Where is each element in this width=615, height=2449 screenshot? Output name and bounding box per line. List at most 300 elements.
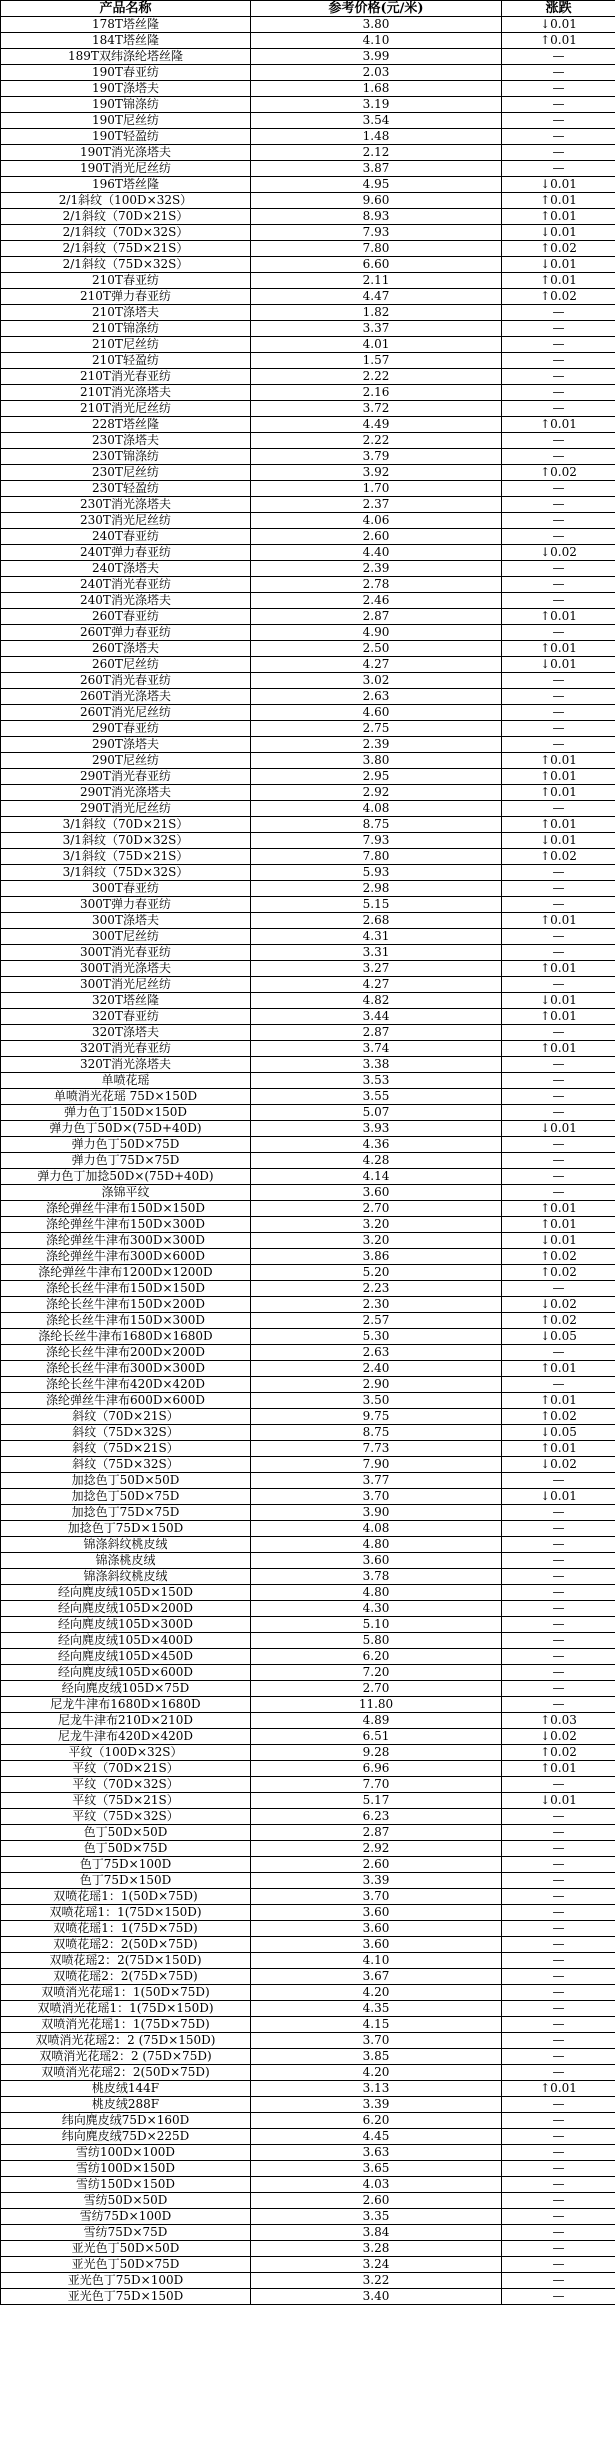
product-name-cell: 300T消光春亚纺 [1, 945, 251, 961]
price-cell: 1.70 [251, 481, 502, 497]
product-name-cell: 2/1斜纹（75D×32S） [1, 257, 251, 273]
table-row [1, 161, 615, 177]
price-cell: 2.87 [251, 1025, 502, 1041]
table-row [1, 257, 615, 273]
price-cell: 4.60 [251, 705, 502, 721]
table-row [1, 1553, 615, 1569]
product-name-cell: 双喷花瑶1：1(50D×75D) [1, 1889, 251, 1905]
product-name-cell: 平纹（100D×32S） [1, 1745, 251, 1761]
change-cell: — [502, 321, 615, 337]
table-row [1, 1761, 615, 1777]
table-row [1, 1121, 615, 1137]
change-cell: — [502, 1889, 615, 1905]
price-cell: 3.60 [251, 1921, 502, 1937]
change-cell: — [502, 1025, 615, 1041]
price-cell: 3.63 [251, 2145, 502, 2161]
change-cell: — [502, 385, 615, 401]
table-row [1, 2241, 615, 2257]
price-cell: 5.80 [251, 1633, 502, 1649]
table-row [1, 2193, 615, 2209]
change-cell: — [502, 1377, 615, 1393]
change-cell: — [502, 1841, 615, 1857]
change-cell: ↑0.01 [502, 1201, 615, 1217]
table-row [1, 1985, 615, 2001]
table-row [1, 1393, 615, 1409]
product-name-cell: 纬向麂皮绒75D×160D [1, 2113, 251, 2129]
price-cell: 3.60 [251, 1185, 502, 1201]
product-name-cell: 经向麂皮绒105D×200D [1, 1601, 251, 1617]
price-cell: 3.74 [251, 1041, 502, 1057]
table-row [1, 529, 615, 545]
price-cell: 4.03 [251, 2177, 502, 2193]
change-cell: — [502, 2273, 615, 2289]
change-cell: — [502, 1953, 615, 1969]
table-row [1, 865, 615, 881]
change-cell: — [502, 1153, 615, 1169]
product-name-cell: 260T尼丝纺 [1, 657, 251, 673]
price-cell: 7.80 [251, 849, 502, 865]
change-cell: — [502, 145, 615, 161]
price-cell: 3.40 [251, 2289, 502, 2305]
product-name-cell: 240T消光春亚纺 [1, 577, 251, 593]
price-cell: 4.10 [251, 1953, 502, 1969]
table-body [1, 17, 615, 2305]
price-cell: 2.78 [251, 577, 502, 593]
product-name-cell: 320T涤塔夫 [1, 1025, 251, 1041]
price-cell: 3.27 [251, 961, 502, 977]
price-cell: 8.75 [251, 1425, 502, 1441]
table-row [1, 2177, 615, 2193]
product-name-cell: 加捻色丁50D×50D [1, 1473, 251, 1489]
product-name-cell: 涤纶弹丝牛津布150D×150D [1, 1201, 251, 1217]
product-name-cell: 亚光色丁75D×100D [1, 2273, 251, 2289]
table-row [1, 1873, 615, 1889]
change-cell: ↓0.01 [502, 833, 615, 849]
price-cell: 4.08 [251, 1521, 502, 1537]
change-cell: ↑0.01 [502, 193, 615, 209]
product-name-cell: 斜纹（70D×21S） [1, 1409, 251, 1425]
product-name-cell: 240T消光涤塔夫 [1, 593, 251, 609]
change-cell: — [502, 1281, 615, 1297]
table-row [1, 1041, 615, 1057]
price-cell: 1.48 [251, 129, 502, 145]
table-row [1, 1457, 615, 1473]
change-cell: — [502, 1617, 615, 1633]
product-name-cell: 单喷消光花瑶 75D×150D [1, 1089, 251, 1105]
change-cell: ↓0.02 [502, 1457, 615, 1473]
product-name-cell: 210T尼丝纺 [1, 337, 251, 353]
table-row [1, 673, 615, 689]
table-row [1, 849, 615, 865]
change-cell: — [502, 1649, 615, 1665]
price-cell: 9.60 [251, 193, 502, 209]
product-name-cell: 涤纶长丝牛津布300D×300D [1, 1361, 251, 1377]
change-cell: — [502, 1601, 615, 1617]
price-cell: 3.77 [251, 1473, 502, 1489]
product-name-cell: 涤纶弹丝牛津布300D×300D [1, 1233, 251, 1249]
table-row [1, 17, 615, 33]
change-cell: — [502, 945, 615, 961]
price-cell: 1.68 [251, 81, 502, 97]
product-name-cell: 平纹（70D×32S） [1, 1777, 251, 1793]
table-row [1, 1729, 615, 1745]
price-cell: 4.40 [251, 545, 502, 561]
change-cell: — [502, 1857, 615, 1873]
price-cell: 7.20 [251, 1665, 502, 1681]
product-name-cell: 亚光色丁50D×50D [1, 2241, 251, 2257]
price-cell: 2.22 [251, 433, 502, 449]
table-row [1, 2289, 615, 2305]
product-name-cell: 经向麂皮绒105D×400D [1, 1633, 251, 1649]
product-name-cell: 双喷消光花瑶1：1(75D×150D) [1, 2001, 251, 2017]
change-cell: — [502, 337, 615, 353]
product-name-cell: 290T春亚纺 [1, 721, 251, 737]
product-name-cell: 230T轻盈纺 [1, 481, 251, 497]
change-cell: — [502, 625, 615, 641]
table-row [1, 1537, 615, 1553]
change-cell: — [502, 2225, 615, 2241]
product-name-cell: 240T弹力春亚纺 [1, 545, 251, 561]
price-cell: 2.90 [251, 1377, 502, 1393]
table-row [1, 1297, 615, 1313]
table-row [1, 1329, 615, 1345]
change-cell: — [502, 1665, 615, 1681]
change-cell: — [502, 65, 615, 81]
price-cell: 5.15 [251, 897, 502, 913]
product-name-cell: 双喷消光花瑶1：1(50D×75D) [1, 1985, 251, 2001]
product-name-cell: 320T消光春亚纺 [1, 1041, 251, 1057]
change-cell: — [502, 1585, 615, 1601]
table-row [1, 1841, 615, 1857]
table-row [1, 1105, 615, 1121]
price-cell: 4.80 [251, 1537, 502, 1553]
price-cell: 7.73 [251, 1441, 502, 1457]
table-row [1, 49, 615, 65]
product-name-cell: 230T消光尼丝纺 [1, 513, 251, 529]
product-name-cell: 184T塔丝隆 [1, 33, 251, 49]
product-name-cell: 190T消光涤塔夫 [1, 145, 251, 161]
change-cell: — [502, 2209, 615, 2225]
change-cell: ↓0.01 [502, 657, 615, 673]
price-cell: 2.87 [251, 1825, 502, 1841]
price-cell: 3.72 [251, 401, 502, 417]
product-name-cell: 涤纶长丝牛津布150D×200D [1, 1297, 251, 1313]
change-cell: ↓0.01 [502, 225, 615, 241]
price-cell: 3.67 [251, 1969, 502, 1985]
change-cell: — [502, 481, 615, 497]
price-cell: 8.75 [251, 817, 502, 833]
price-cell: 7.93 [251, 833, 502, 849]
price-cell: 3.37 [251, 321, 502, 337]
table-row [1, 209, 615, 225]
price-cell: 11.80 [251, 1697, 502, 1713]
change-cell: — [502, 1073, 615, 1089]
price-cell: 2.30 [251, 1297, 502, 1313]
change-cell: ↑0.02 [502, 849, 615, 865]
price-cell: 3.19 [251, 97, 502, 113]
change-cell: — [502, 113, 615, 129]
price-cell: 2.11 [251, 273, 502, 289]
price-cell: 4.82 [251, 993, 502, 1009]
price-cell: 3.79 [251, 449, 502, 465]
price-cell: 3.39 [251, 2097, 502, 2113]
product-name-cell: 210T涤塔夫 [1, 305, 251, 321]
price-cell: 7.70 [251, 1777, 502, 1793]
product-name-cell: 196T塔丝隆 [1, 177, 251, 193]
change-cell: ↓0.02 [502, 545, 615, 561]
change-cell: — [502, 1521, 615, 1537]
change-cell: — [502, 673, 615, 689]
price-cell: 3.86 [251, 1249, 502, 1265]
price-cell: 3.13 [251, 2081, 502, 2097]
table-row [1, 2257, 615, 2273]
product-name-cell: 弹力色丁150D×150D [1, 1105, 251, 1121]
price-cell: 2.87 [251, 609, 502, 625]
price-cell: 4.95 [251, 177, 502, 193]
change-cell: ↓0.01 [502, 1793, 615, 1809]
product-name-cell: 2/1斜纹（70D×32S） [1, 225, 251, 241]
price-cell: 4.15 [251, 2017, 502, 2033]
product-name-cell: 210T锦涤纺 [1, 321, 251, 337]
product-name-cell: 色丁50D×75D [1, 1841, 251, 1857]
product-name-cell: 桃皮绒288F [1, 2097, 251, 2113]
table-row [1, 2129, 615, 2145]
product-name-cell: 涤纶长丝牛津布200D×200D [1, 1345, 251, 1361]
product-name-cell: 涤纶弹丝牛津布150D×300D [1, 1217, 251, 1233]
price-cell: 3.60 [251, 1553, 502, 1569]
product-name-cell: 尼龙牛津布420D×420D [1, 1729, 251, 1745]
price-cell: 3.80 [251, 17, 502, 33]
price-cell: 2.92 [251, 785, 502, 801]
change-cell: — [502, 2161, 615, 2177]
product-name-cell: 210T轻盈纺 [1, 353, 251, 369]
table-row [1, 897, 615, 913]
price-cell: 1.57 [251, 353, 502, 369]
change-cell: — [502, 737, 615, 753]
change-cell: — [502, 513, 615, 529]
product-name-cell: 斜纹（75D×32S） [1, 1425, 251, 1441]
price-cell: 2.70 [251, 1681, 502, 1697]
table-row [1, 225, 615, 241]
table-row [1, 497, 615, 513]
change-cell: ↓0.01 [502, 1233, 615, 1249]
change-cell: — [502, 977, 615, 993]
price-cell: 2.16 [251, 385, 502, 401]
change-cell: — [502, 1345, 615, 1361]
price-cell: 3.99 [251, 49, 502, 65]
change-cell: — [502, 2049, 615, 2065]
product-name-cell: 210T消光涤塔夫 [1, 385, 251, 401]
price-cell: 2.98 [251, 881, 502, 897]
table-row [1, 785, 615, 801]
table-row [1, 881, 615, 897]
price-cell: 2.68 [251, 913, 502, 929]
column-header-price: 参考价格(元/米) [251, 1, 502, 17]
product-name-cell: 300T消光尼丝纺 [1, 977, 251, 993]
change-cell: — [502, 865, 615, 881]
change-cell: ↑0.01 [502, 1441, 615, 1457]
table-row [1, 753, 615, 769]
table-row [1, 2225, 615, 2241]
change-cell: ↑0.01 [502, 417, 615, 433]
change-cell: ↑0.02 [502, 1313, 615, 1329]
product-name-cell: 300T弹力春亚纺 [1, 897, 251, 913]
change-cell: — [502, 1633, 615, 1649]
table-row [1, 1633, 615, 1649]
change-cell: — [502, 353, 615, 369]
table-row [1, 81, 615, 97]
change-cell: — [502, 529, 615, 545]
change-cell: ↓0.01 [502, 17, 615, 33]
table-row [1, 1649, 615, 1665]
price-cell: 7.90 [251, 1457, 502, 1473]
table-row [1, 1249, 615, 1265]
price-cell: 4.31 [251, 929, 502, 945]
price-cell: 3.80 [251, 753, 502, 769]
change-cell: — [502, 2113, 615, 2129]
table-row [1, 817, 615, 833]
table-row [1, 369, 615, 385]
product-name-cell: 锦涤桃皮绒 [1, 1553, 251, 1569]
change-cell: ↑0.01 [502, 1041, 615, 1057]
product-name-cell: 涤纶长丝牛津布1680D×1680D [1, 1329, 251, 1345]
product-name-cell: 290T尼丝纺 [1, 753, 251, 769]
product-name-cell: 320T春亚纺 [1, 1009, 251, 1025]
table-row [1, 1153, 615, 1169]
product-name-cell: 300T涤塔夫 [1, 913, 251, 929]
price-cell: 9.28 [251, 1745, 502, 1761]
table-row [1, 945, 615, 961]
change-cell: — [502, 1905, 615, 1921]
table-row [1, 129, 615, 145]
table-row [1, 1137, 615, 1153]
price-cell: 4.28 [251, 1153, 502, 1169]
change-cell: — [502, 2129, 615, 2145]
table-row [1, 2161, 615, 2177]
header-row [1, 1, 615, 17]
table-row [1, 353, 615, 369]
change-cell: — [502, 1537, 615, 1553]
change-cell: — [502, 705, 615, 721]
table-row [1, 1617, 615, 1633]
product-name-cell: 260T消光涤塔夫 [1, 689, 251, 705]
change-cell: — [502, 2177, 615, 2193]
table-row [1, 1969, 615, 1985]
table-row [1, 657, 615, 673]
change-cell: — [502, 81, 615, 97]
table-row [1, 2145, 615, 2161]
product-name-cell: 亚光色丁75D×150D [1, 2289, 251, 2305]
change-cell: — [502, 2289, 615, 2305]
table-row [1, 2209, 615, 2225]
change-cell: ↑0.03 [502, 1713, 615, 1729]
price-cell: 3.38 [251, 1057, 502, 1073]
product-name-cell: 亚光色丁50D×75D [1, 2257, 251, 2273]
table-row [1, 1521, 615, 1537]
change-cell: — [502, 2241, 615, 2257]
price-cell: 2.46 [251, 593, 502, 609]
table-row [1, 1697, 615, 1713]
product-name-cell: 230T消光涤塔夫 [1, 497, 251, 513]
price-cell: 3.70 [251, 2033, 502, 2049]
product-name-cell: 雪纺150D×150D [1, 2177, 251, 2193]
table-row [1, 1441, 615, 1457]
price-cell: 4.45 [251, 2129, 502, 2145]
price-cell: 4.49 [251, 417, 502, 433]
table-row [1, 1793, 615, 1809]
price-cell: 2.39 [251, 561, 502, 577]
price-cell: 4.47 [251, 289, 502, 305]
change-cell: — [502, 2193, 615, 2209]
change-cell: — [502, 369, 615, 385]
table-row [1, 689, 615, 705]
product-name-cell: 平纹（75D×32S） [1, 1809, 251, 1825]
product-name-cell: 260T涤塔夫 [1, 641, 251, 657]
table-row [1, 385, 615, 401]
product-name-cell: 290T涤塔夫 [1, 737, 251, 753]
price-cell: 2.39 [251, 737, 502, 753]
table-row [1, 2081, 615, 2097]
table-row [1, 609, 615, 625]
table-row [1, 1489, 615, 1505]
price-cell: 4.10 [251, 33, 502, 49]
product-name-cell: 228T塔丝隆 [1, 417, 251, 433]
price-cell: 5.30 [251, 1329, 502, 1345]
price-cell: 3.78 [251, 1569, 502, 1585]
table-row [1, 1185, 615, 1201]
product-name-cell: 纬向麂皮绒75D×225D [1, 2129, 251, 2145]
product-name-cell: 涤纶长丝牛津布150D×300D [1, 1313, 251, 1329]
price-cell: 3.24 [251, 2257, 502, 2273]
product-name-cell: 260T弹力春亚纺 [1, 625, 251, 641]
change-cell: ↑0.01 [502, 641, 615, 657]
price-cell: 6.20 [251, 1649, 502, 1665]
change-cell: — [502, 2001, 615, 2017]
change-cell: ↑0.02 [502, 465, 615, 481]
price-cell: 4.36 [251, 1137, 502, 1153]
table-row [1, 545, 615, 561]
price-cell: 4.14 [251, 1169, 502, 1185]
table-row [1, 2065, 615, 2081]
table-row [1, 833, 615, 849]
price-cell: 3.55 [251, 1089, 502, 1105]
price-cell: 3.20 [251, 1217, 502, 1233]
price-cell: 6.51 [251, 1729, 502, 1745]
price-cell: 7.80 [251, 241, 502, 257]
product-name-cell: 弹力色丁75D×75D [1, 1153, 251, 1169]
product-name-cell: 2/1斜纹（70D×21S） [1, 209, 251, 225]
table-row [1, 1505, 615, 1521]
table-row [1, 513, 615, 529]
change-cell: ↓0.05 [502, 1329, 615, 1345]
table-row [1, 1073, 615, 1089]
change-cell: — [502, 801, 615, 817]
change-cell: ↑0.01 [502, 609, 615, 625]
change-cell: ↑0.01 [502, 817, 615, 833]
price-cell: 5.93 [251, 865, 502, 881]
table-row [1, 561, 615, 577]
change-cell: ↑0.01 [502, 1361, 615, 1377]
table-row [1, 961, 615, 977]
table-row [1, 1345, 615, 1361]
product-name-cell: 3/1斜纹（70D×32S） [1, 833, 251, 849]
price-cell: 5.20 [251, 1265, 502, 1281]
table-row [1, 1057, 615, 1073]
change-cell: — [502, 2097, 615, 2113]
change-cell: — [502, 161, 615, 177]
product-name-cell: 弹力色丁50D×(75D+40D) [1, 1121, 251, 1137]
product-name-cell: 弹力色丁50D×75D [1, 1137, 251, 1153]
